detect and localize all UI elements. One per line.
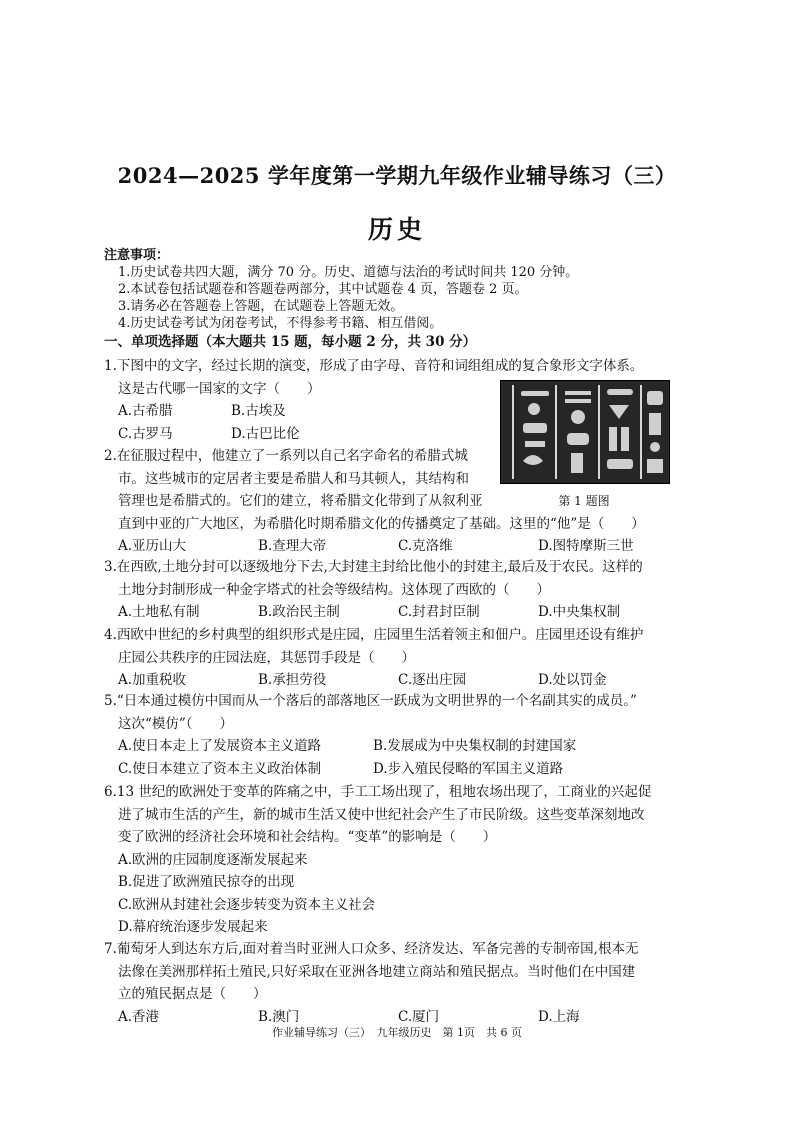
- option: B.承担劳役: [258, 672, 327, 688]
- notes: [104, 247, 704, 332]
- subject-title: 历史: [367, 215, 426, 244]
- notes-item: 2.本试卷包括试题卷和答题卷两部分，其中试题卷 4 页，答题卷 2 页。: [118, 282, 528, 297]
- option: C.封君封臣制: [398, 604, 480, 620]
- options-row: [104, 758, 704, 781]
- option: D.中央集权制: [538, 604, 621, 620]
- question-3: [104, 556, 704, 624]
- question-line: 6.13 世纪的欧洲处于变革的阵痛之中，手工工场出现了，租地农场出现了，工商业的兴起促: [104, 784, 652, 800]
- exam-title: 2024—2025 学年度第一学期九年级作业辅导练习（三）: [117, 163, 677, 188]
- question-line: 7.葡萄牙人到达东方后,面对着当时亚洲人口众多、经济发达、军备完善的专制帝国,根本无: [104, 941, 639, 957]
- question-line: 管理也是希腊式的。它们的建立，将希腊文化带到了从叙利亚: [118, 493, 483, 509]
- options-row: [104, 669, 704, 692]
- page-footer: 作业辅导练习（三） 九年级历史 第 1页 共 6 页: [272, 1026, 522, 1039]
- option: B.澳门: [258, 1008, 300, 1025]
- option: B.政治民主制: [258, 604, 340, 620]
- option: A.亚历山大: [118, 538, 187, 554]
- option: D.图特摩斯三世: [538, 538, 634, 554]
- option: C.克洛维: [398, 538, 453, 554]
- question-line: 3.在西欧,土地分封可以逐级地分下去,大封建主封给比他小的封建主,最后及于农民。这样的: [104, 559, 643, 575]
- option: A.加重税收: [118, 672, 187, 688]
- option: B.促进了欧洲殖民掠夺的出现: [118, 874, 295, 890]
- question-line: 市。这些城市的定居者主要是希腊人和马其顿人，其结构和: [118, 470, 469, 487]
- question-line: 1.下图中的文字，经过长期的演变，形成了由字母、音符和词组组成的复合象形文字体系。: [104, 358, 644, 374]
- question-line: 这次“模仿”（ ）: [118, 715, 234, 732]
- notes-item: 3.请务必在答题卷上答题，在试题卷上答题无效。: [118, 299, 404, 314]
- question-6: [104, 781, 704, 939]
- section-heading: 一、单项选择题（本大题共 15 题，每小题 2 分，共 30 分）: [104, 334, 477, 350]
- option: D.幕府统治逐步发展起来: [118, 919, 268, 935]
- question-line: 法像在美洲那样拓土殖民,只好采取在亚洲各地建立商站和殖民据点。当时他们在中国建: [118, 963, 636, 980]
- options-row: [104, 601, 704, 624]
- option: B.查理大帝: [258, 538, 327, 554]
- question-line: 4.西欧中世纪的乡村典型的组织形式是庄园，庄园里生活着领主和佃户。庄园里还设有维护: [104, 627, 644, 643]
- question-line: 2.在征服过程中，他建立了一系列以自己名字命名的希腊式城: [104, 448, 468, 464]
- option: C.厦门: [398, 1008, 440, 1025]
- question-line: 立的殖民据点是（ ）: [118, 986, 267, 1002]
- question-line: 进了城市生活的产生，新的城市生活又使中世纪社会产生了市民阶级。这些变革深刻地改: [118, 806, 645, 823]
- question-7: [104, 938, 704, 1028]
- option: C.逐出庄园: [398, 672, 467, 688]
- option: A.使日本走上了发展资本主义道路: [118, 738, 322, 754]
- notes-item: 1.历史试卷共四大题，满分 70 分。历史、道德与法治的考试时间共 120 分钟。: [118, 265, 579, 280]
- option: A.古希腊: [118, 403, 173, 419]
- option: D.步入殖民侵略的军国主义道路: [373, 760, 564, 777]
- option: C.使日本建立了资本主义政治体制: [118, 760, 322, 777]
- notes-item: 4.历史试卷考试为闭卷考试，不得参考书籍、相互借阅。: [118, 316, 443, 331]
- option: B.发展成为中央集权制的封建国家: [373, 738, 577, 754]
- figure-caption: 第 1 题图: [558, 494, 610, 508]
- option: D.古巴比伦: [231, 425, 300, 442]
- question-line: 变了欧洲的经济社会环境和社会结构。“变革”的影响是（ ）: [118, 829, 497, 845]
- question-line: 直到中亚的广大地区，为希腊化时期希腊文化的传播奠定了基础。这里的“他”是（ ）: [118, 515, 645, 532]
- option: C.欧洲从封建社会逐步转变为资本主义社会: [118, 896, 376, 913]
- option: B.古埃及: [231, 403, 286, 419]
- option: A.土地私有制: [118, 604, 200, 620]
- option: A.香港: [118, 1008, 160, 1025]
- option: A.欧洲的庄园制度逐渐发展起来: [118, 851, 308, 868]
- question-line: 土地分封制形成一种金字塔式的社会等级结构。这体现了西欧的（ ）: [118, 581, 550, 598]
- question-line: 5.“日本通过模仿中国而从一个落后的部落地区一跃成为文明世界的一个名副其实的成员。”: [104, 693, 637, 709]
- notes-head: 注意事项：: [104, 248, 170, 263]
- question-line: 庄园公共秩序的庄园法庭，其惩罚手段是（ ）: [118, 649, 415, 666]
- option: D.上海: [538, 1008, 580, 1025]
- question-4: [104, 624, 704, 692]
- options-row: [104, 735, 704, 758]
- option: C.古罗马: [118, 425, 173, 442]
- question-2: [104, 445, 694, 558]
- options-row: [104, 535, 694, 558]
- option: D.处以罚金: [538, 672, 607, 688]
- question-5: [104, 690, 704, 780]
- question-line: 这是古代哪一国家的文字（ ）: [118, 380, 321, 397]
